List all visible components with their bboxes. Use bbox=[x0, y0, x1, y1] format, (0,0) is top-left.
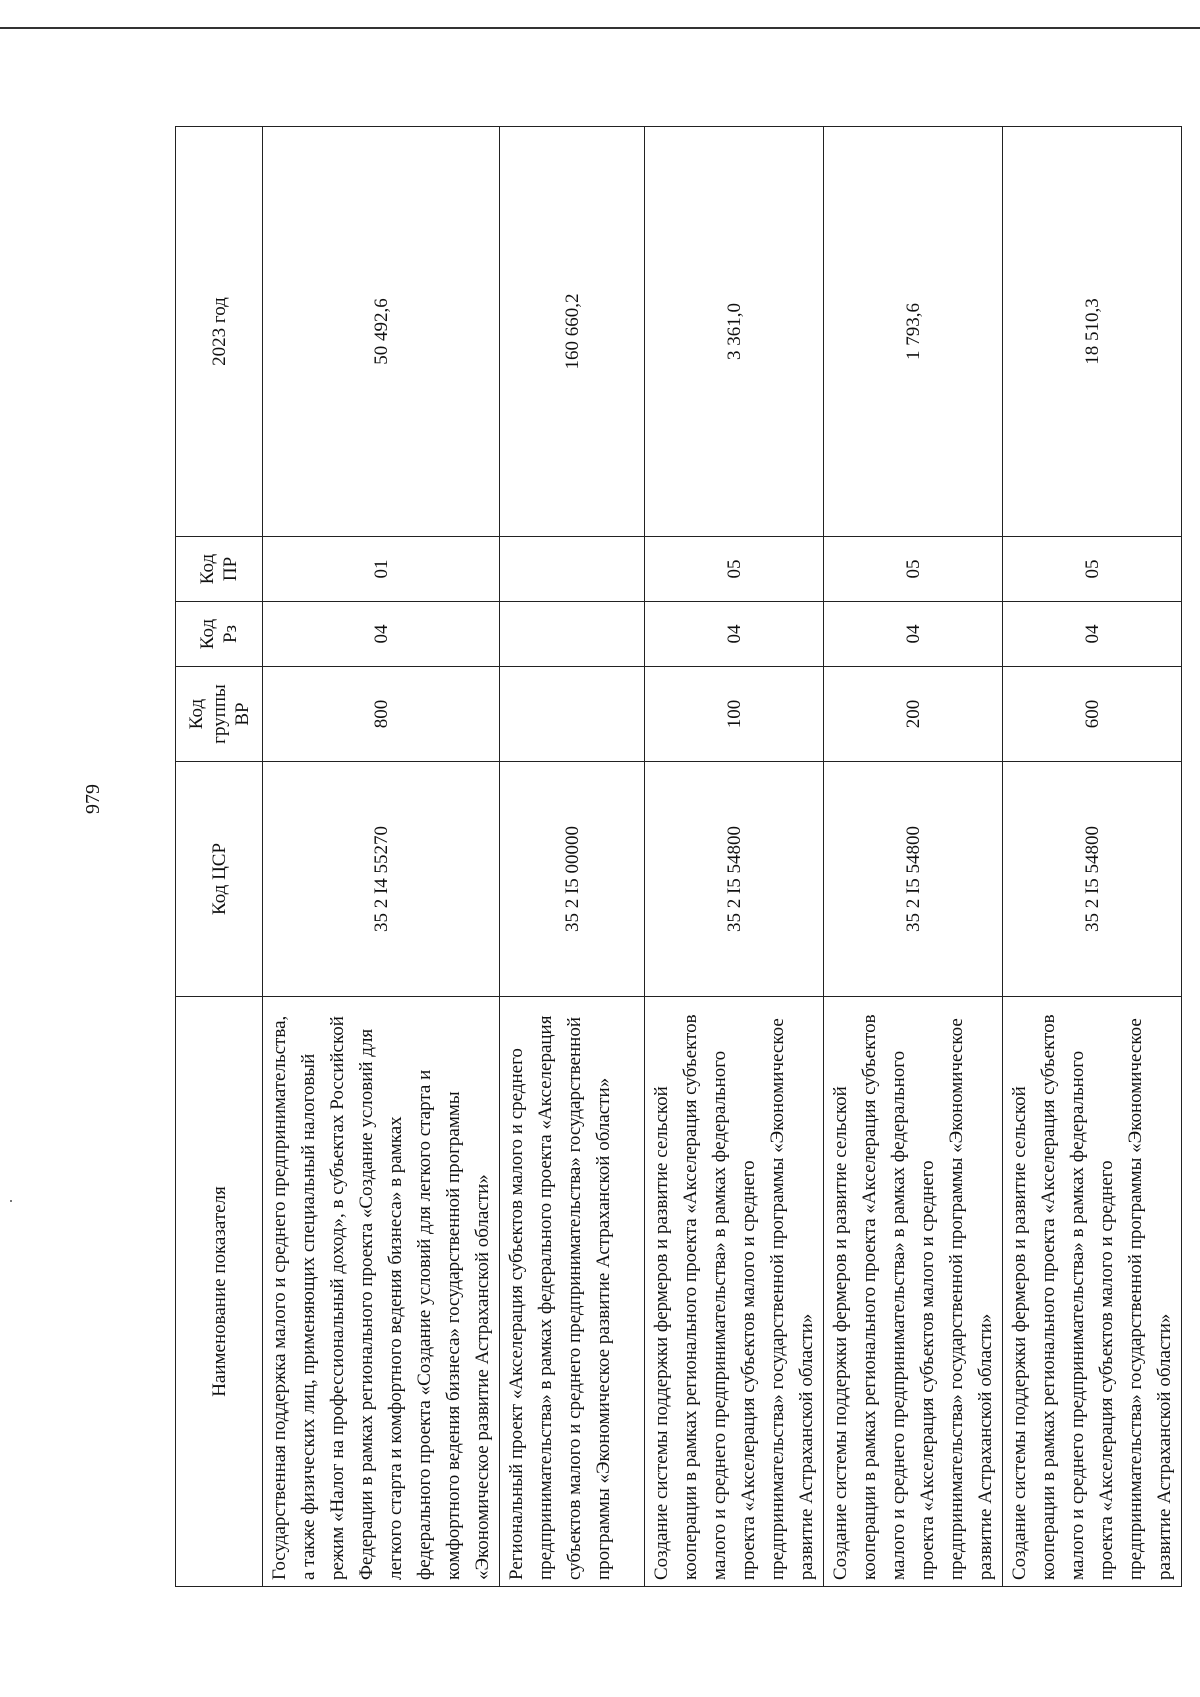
row-value: 160 660,2 bbox=[500, 127, 645, 537]
row-pr: 05 bbox=[1003, 537, 1182, 602]
row-rz: 04 bbox=[263, 602, 500, 667]
row-value: 1 793,6 bbox=[824, 127, 1003, 537]
scan-speck bbox=[10, 1200, 12, 1202]
row-name: Региональный проект «Акселерация субъектов малого и среднего предпринимательства» в рамках федерального проекта «Акселерация субъектов малого и среднего предпринимательства» государственной программы «Экономическое развитие Астраханской области» bbox=[500, 997, 645, 1587]
row-pr: 01 bbox=[263, 537, 500, 602]
row-pr bbox=[500, 537, 645, 602]
row-csr: 35 2 I4 55270 bbox=[263, 762, 500, 997]
row-value: 18 510,3 bbox=[1003, 127, 1182, 537]
page-number: 979 bbox=[82, 784, 104, 814]
row-pr: 05 bbox=[824, 537, 1003, 602]
scan-edge-line bbox=[0, 27, 1200, 29]
row-rz: 04 bbox=[1003, 602, 1182, 667]
row-name: Государственная поддержка малого и среднего предпринимательства, а также физических лиц, применяющих специальный налоговый режим «Налог на профессиональный доход», в субъектах Российской Федерации в рамках регионального проекта «Создание условий для легкого старта и комфортного ведения бизнеса» в рамках федерального проекта «Создание условий для легкого старта и комфортного ведения бизнеса» государственной программы «Экономическое развитие Астраханской области» bbox=[263, 997, 500, 1587]
table-header-row bbox=[176, 127, 263, 1587]
row-vr: 100 bbox=[645, 667, 824, 762]
header-csr: Код ЦСР bbox=[176, 762, 263, 997]
table-row bbox=[645, 127, 824, 1587]
table-row bbox=[263, 127, 500, 1587]
row-csr: 35 2 I5 54800 bbox=[824, 762, 1003, 997]
row-csr: 35 2 I5 54800 bbox=[1003, 762, 1182, 997]
row-name: Создание системы поддержки фермеров и развитие сельской кооперации в рамках регионального проекта «Акселерация субъектов малого и среднего предпринимательства» в рамках федерального проекта «Акселерация субъектов малого и среднего предпринимательства» государственной программы «Экономическое развитие Астраханской области» bbox=[1003, 997, 1182, 1587]
row-name: Создание системы поддержки фермеров и развитие сельской кооперации в рамках регионального проекта «Акселерация субъектов малого и среднего предпринимательства» в рамках федерального проекта «Акселерация субъектов малого и среднего предпринимательства» государственной программы «Экономическое развитие Астраханской области» bbox=[645, 997, 824, 1587]
header-vr: Код группы ВР bbox=[176, 667, 263, 762]
row-csr: 35 2 I5 00000 bbox=[500, 762, 645, 997]
row-value: 3 361,0 bbox=[645, 127, 824, 537]
budget-table bbox=[175, 126, 1182, 1587]
row-rz bbox=[500, 602, 645, 667]
header-rz: Код Рз bbox=[176, 602, 263, 667]
table-row bbox=[1003, 127, 1182, 1587]
row-vr: 200 bbox=[824, 667, 1003, 762]
row-value: 50 492,6 bbox=[263, 127, 500, 537]
row-pr: 05 bbox=[645, 537, 824, 602]
row-csr: 35 2 I5 54800 bbox=[645, 762, 824, 997]
row-name: Создание системы поддержки фермеров и развитие сельской кооперации в рамках регионального проекта «Акселерация субъектов малого и среднего предпринимательства» в рамках федерального проекта «Акселерация субъектов малого и среднего предпринимательства» государственной программы «Экономическое развитие Астраханской области» bbox=[824, 997, 1003, 1587]
row-vr: 800 bbox=[263, 667, 500, 762]
header-pr: Код ПР bbox=[176, 537, 263, 602]
row-rz: 04 bbox=[824, 602, 1003, 667]
table-row bbox=[824, 127, 1003, 1587]
row-vr bbox=[500, 667, 645, 762]
header-name: Наименование показателя bbox=[176, 997, 263, 1587]
header-year: 2023 год bbox=[176, 127, 263, 537]
table-row bbox=[500, 127, 645, 1587]
row-rz: 04 bbox=[645, 602, 824, 667]
row-vr: 600 bbox=[1003, 667, 1182, 762]
